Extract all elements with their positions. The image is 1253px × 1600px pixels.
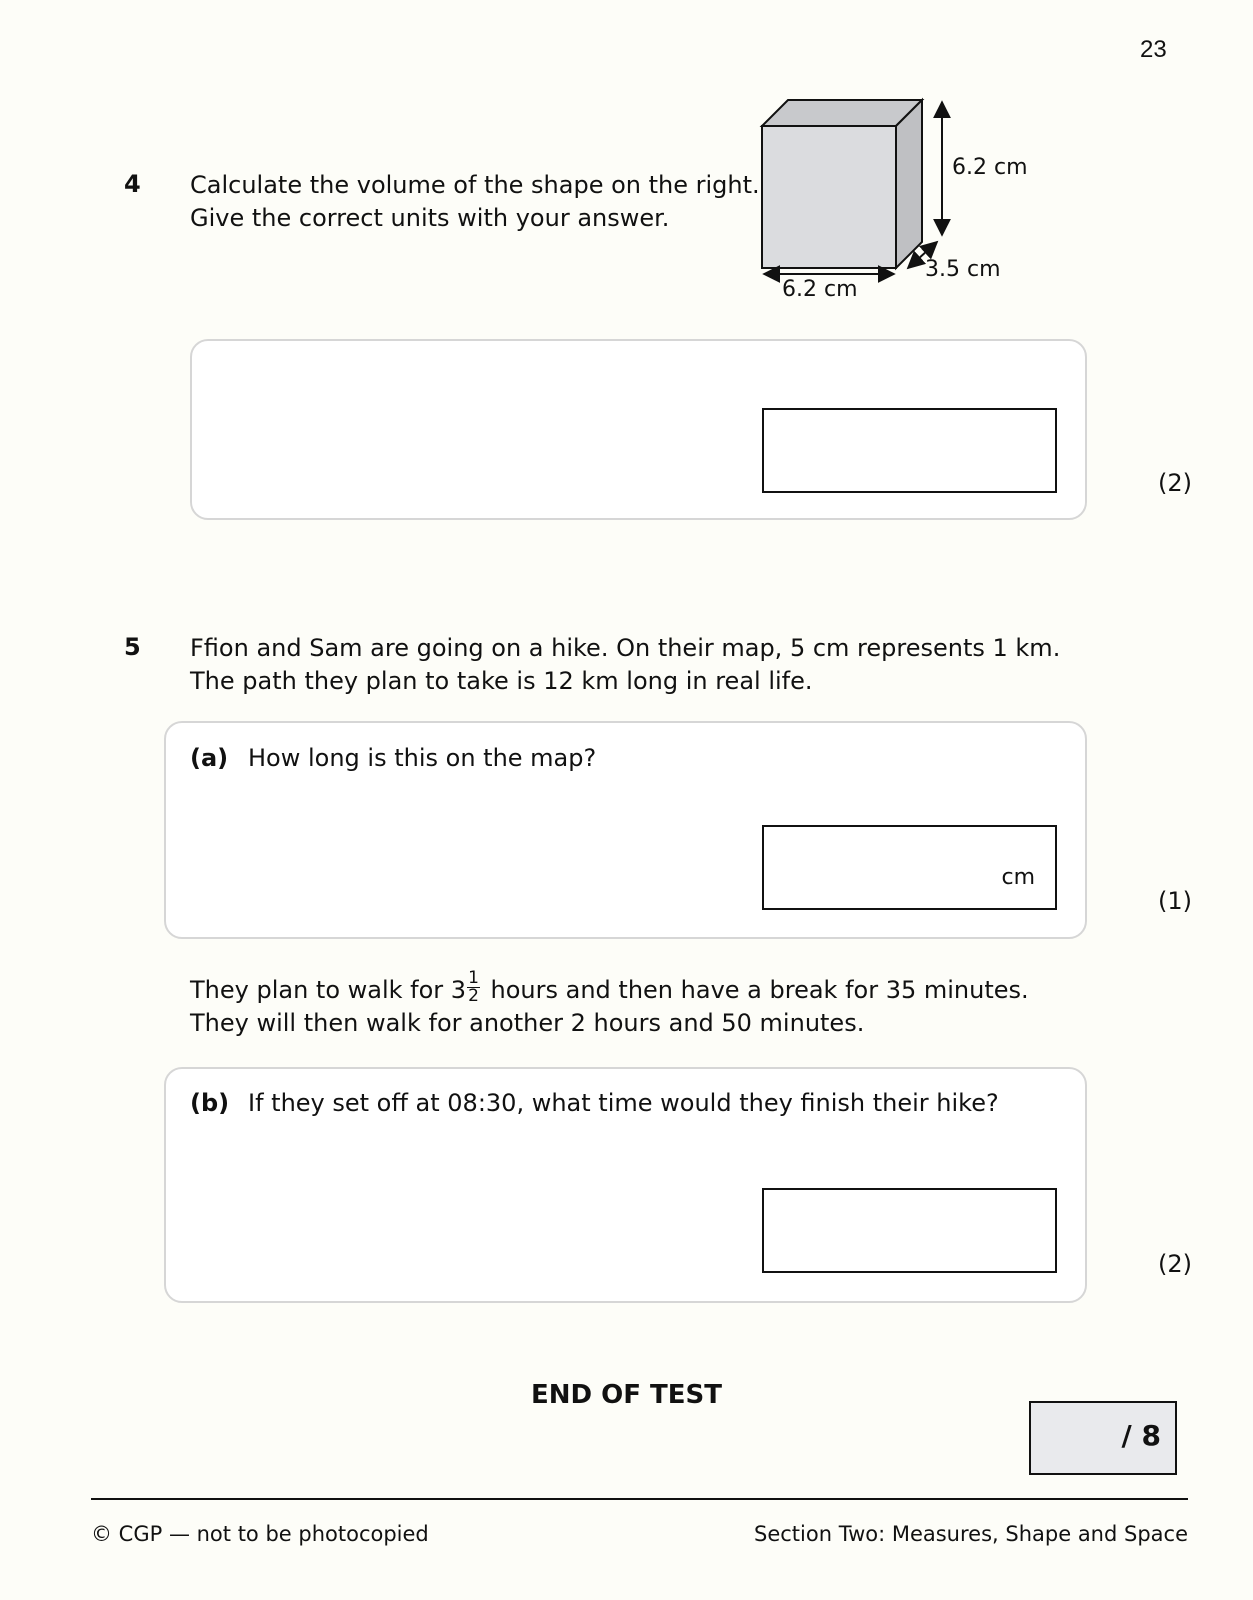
question-4-answer-box[interactable] (762, 408, 1057, 493)
question-4-line-2: Give the correct units with your answer. (190, 204, 670, 232)
half-fraction (467, 967, 480, 1006)
depth-label: 3.5 cm (925, 257, 1001, 282)
cuboid-front-face (762, 126, 896, 268)
part-a-marks: (1) (1158, 887, 1192, 915)
part-b-label: (b) (190, 1089, 230, 1117)
score-box (1029, 1401, 1177, 1475)
score-total: / 8 (1121, 1419, 1161, 1452)
footer-section-title: Section Two: Measures, Shape and Space (754, 1522, 1188, 1546)
question-5-number: 5 (124, 633, 141, 661)
cuboid-top-face (762, 100, 922, 126)
part-b-answer-box[interactable] (762, 1188, 1057, 1273)
fraction-numerator: 1 (468, 967, 479, 988)
height-label: 6.2 cm (952, 155, 1028, 180)
question-5-middle-text (190, 967, 1029, 1040)
walk-line-1 (190, 967, 1029, 1007)
part-a-answer-box[interactable] (762, 825, 1057, 910)
question-4-text (190, 169, 760, 235)
part-a-label: (a) (190, 744, 229, 772)
question-4-line-1: Calculate the volume of the shape on the right. (190, 171, 760, 199)
page-number: 23 (1140, 36, 1167, 63)
question-5-line-2: The path they plan to take is 12 km long in real life. (190, 667, 813, 695)
cuboid-side-face (896, 100, 922, 268)
question-5-text (190, 632, 1060, 698)
footer-copyright: © CGP — not to be photocopied (91, 1522, 429, 1546)
part-a-unit: cm (1001, 865, 1035, 890)
walk-line-1-end: hours and then have a break for 35 minutes. (482, 976, 1029, 1004)
footer-divider (91, 1498, 1188, 1500)
walk-line-1-start: They plan to walk for 3 (190, 976, 467, 1004)
end-of-test-heading: END OF TEST (530, 1380, 723, 1410)
fraction-denominator: 2 (468, 985, 479, 1006)
question-4-number: 4 (124, 170, 141, 198)
question-4-marks: (2) (1158, 469, 1192, 497)
part-a-question: How long is this on the map? (248, 744, 597, 772)
part-b-marks: (2) (1158, 1250, 1192, 1278)
question-5-line-1: Ffion and Sam are going on a hike. On their map, 5 cm represents 1 km. (190, 634, 1061, 662)
walk-line-2: They will then walk for another 2 hours and 50 minutes. (190, 1009, 865, 1037)
cuboid-diagram (740, 90, 1060, 315)
width-label: 6.2 cm (782, 277, 858, 302)
part-b-question: If they set off at 08:30, what time would they finish their hike? (248, 1089, 999, 1117)
